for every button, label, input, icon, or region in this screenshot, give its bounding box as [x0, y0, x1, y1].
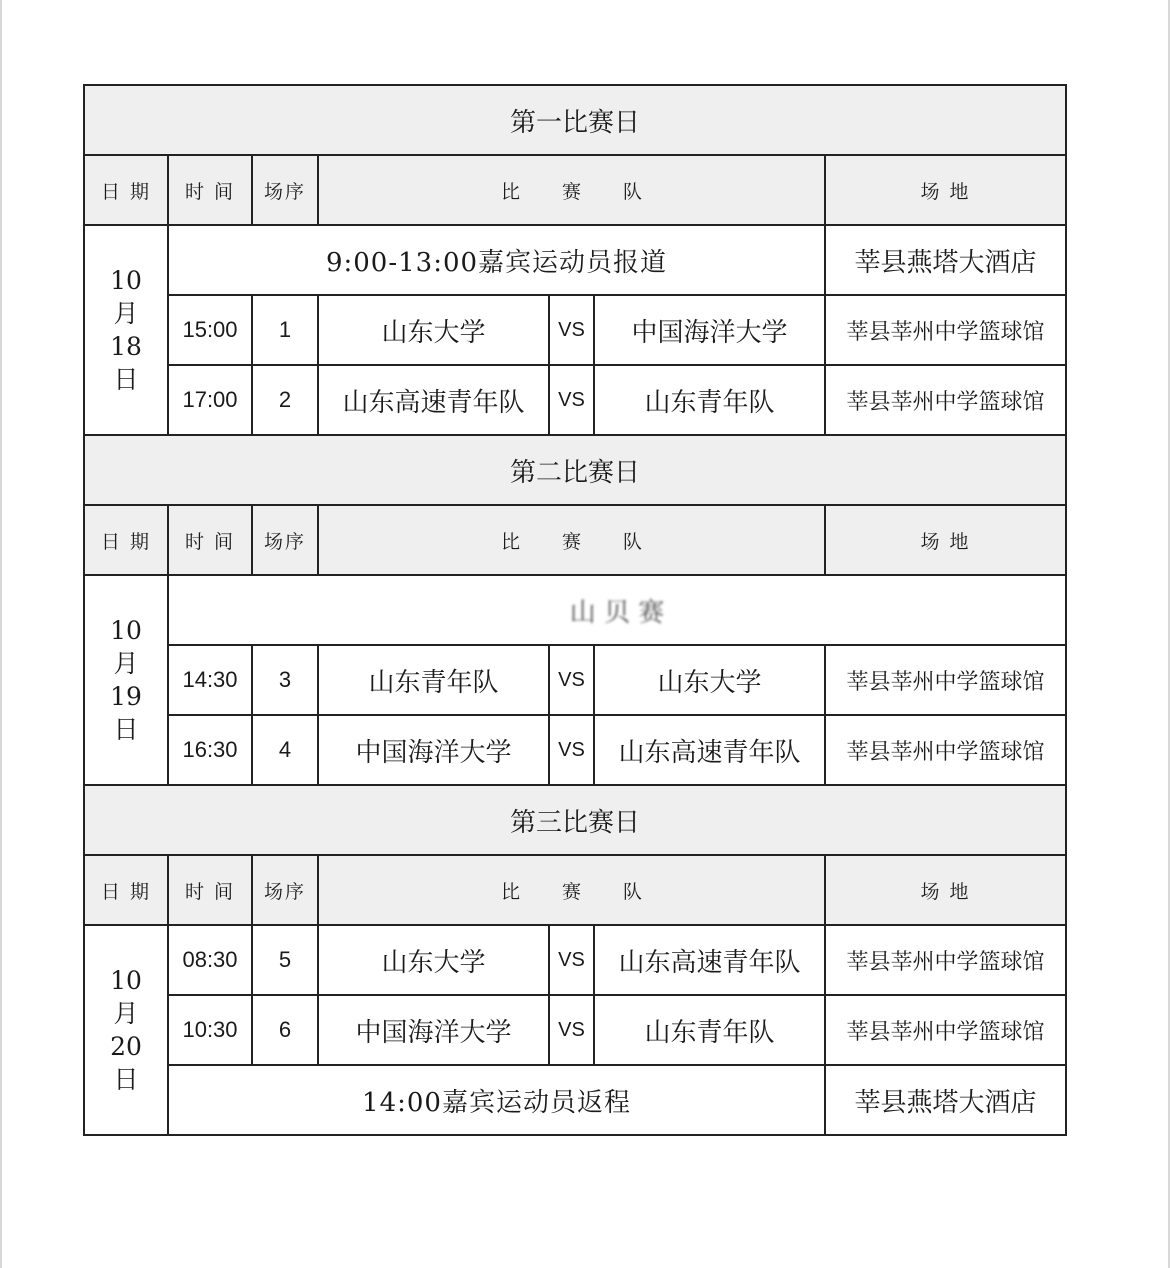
match-time: 16:30 — [168, 715, 252, 785]
header-venue: 场 地 — [825, 505, 1066, 575]
day-title-row — [84, 85, 1066, 155]
day-title-row — [84, 785, 1066, 855]
match-time: 10:30 — [168, 995, 252, 1065]
event-row — [84, 1065, 1066, 1135]
page-edge-left — [0, 0, 2, 1268]
vs-label: VS — [549, 995, 594, 1065]
event-text: 14:00嘉宾运动员返程 — [168, 1065, 825, 1135]
date-cell: 10 月 19 日 — [84, 575, 168, 785]
match-seq: 4 — [252, 715, 318, 785]
vs-label: VS — [549, 365, 594, 435]
header-row — [84, 855, 1066, 925]
match-row — [84, 715, 1066, 785]
header-date: 日 期 — [84, 505, 168, 575]
header-row — [84, 505, 1066, 575]
header-teams: 比 赛 队 — [318, 505, 825, 575]
match-time: 15:00 — [168, 295, 252, 365]
match-time: 08:30 — [168, 925, 252, 995]
event-text-obscured: 山 贝 赛 — [168, 575, 1066, 645]
match-row — [84, 995, 1066, 1065]
home-team: 山东青年队 — [318, 645, 549, 715]
vs-label: VS — [549, 715, 594, 785]
header-seq: 场序 — [252, 855, 318, 925]
day-title: 第三比赛日 — [84, 785, 1066, 855]
header-venue: 场 地 — [825, 155, 1066, 225]
day-title: 第一比赛日 — [84, 85, 1066, 155]
away-team: 山东青年队 — [594, 365, 825, 435]
match-time: 14:30 — [168, 645, 252, 715]
event-row — [84, 225, 1066, 295]
date-cell: 10 月 18 日 — [84, 225, 168, 435]
match-venue: 莘县莘州中学篮球馆 — [825, 645, 1066, 715]
home-team: 山东大学 — [318, 925, 549, 995]
header-date: 日 期 — [84, 855, 168, 925]
header-teams: 比 赛 队 — [318, 155, 825, 225]
schedule-table — [83, 84, 1067, 1136]
header-time: 时 间 — [168, 155, 252, 225]
day-title: 第二比赛日 — [84, 435, 1066, 505]
match-seq: 6 — [252, 995, 318, 1065]
away-team: 山东青年队 — [594, 995, 825, 1065]
match-venue: 莘县莘州中学篮球馆 — [825, 365, 1066, 435]
away-team: 山东高速青年队 — [594, 925, 825, 995]
match-venue: 莘县莘州中学篮球馆 — [825, 295, 1066, 365]
vs-label: VS — [549, 295, 594, 365]
match-venue: 莘县莘州中学篮球馆 — [825, 925, 1066, 995]
event-text: 9:00-13:00嘉宾运动员报道 — [168, 225, 825, 295]
event-row — [84, 575, 1066, 645]
home-team: 山东高速青年队 — [318, 365, 549, 435]
header-seq: 场序 — [252, 155, 318, 225]
match-seq: 2 — [252, 365, 318, 435]
match-time: 17:00 — [168, 365, 252, 435]
day-title-row — [84, 435, 1066, 505]
match-seq: 5 — [252, 925, 318, 995]
home-team: 中国海洋大学 — [318, 715, 549, 785]
match-row — [84, 365, 1066, 435]
home-team: 山东大学 — [318, 295, 549, 365]
away-team: 山东高速青年队 — [594, 715, 825, 785]
away-team: 中国海洋大学 — [594, 295, 825, 365]
vs-label: VS — [549, 925, 594, 995]
header-teams: 比 赛 队 — [318, 855, 825, 925]
header-row — [84, 155, 1066, 225]
match-row — [84, 925, 1066, 995]
date-cell: 10 月 20 日 — [84, 925, 168, 1135]
match-row — [84, 645, 1066, 715]
vs-label: VS — [549, 645, 594, 715]
match-venue: 莘县莘州中学篮球馆 — [825, 995, 1066, 1065]
away-team: 山东大学 — [594, 645, 825, 715]
header-date: 日 期 — [84, 155, 168, 225]
match-seq: 1 — [252, 295, 318, 365]
header-venue: 场 地 — [825, 855, 1066, 925]
match-venue: 莘县莘州中学篮球馆 — [825, 715, 1066, 785]
home-team: 中国海洋大学 — [318, 995, 549, 1065]
match-seq: 3 — [252, 645, 318, 715]
match-row — [84, 295, 1066, 365]
header-time: 时 间 — [168, 855, 252, 925]
event-venue: 莘县燕塔大酒店 — [825, 1065, 1066, 1135]
header-time: 时 间 — [168, 505, 252, 575]
event-venue: 莘县燕塔大酒店 — [825, 225, 1066, 295]
header-seq: 场序 — [252, 505, 318, 575]
